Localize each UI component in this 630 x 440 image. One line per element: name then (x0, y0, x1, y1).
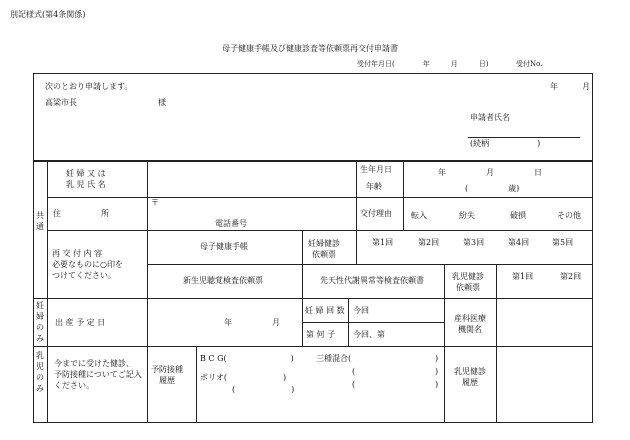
triple-vaccine-close: ) (435, 367, 439, 376)
triple-vaccine-field: 三種混合( (316, 354, 352, 363)
label-col-line (47, 161, 48, 423)
request-date: 年 月 (550, 82, 590, 91)
hearing-test-option[interactable]: 新生児聴覚検査依頼票 (183, 276, 263, 285)
col-line (356, 161, 357, 230)
col-line (403, 161, 404, 230)
polio-extra-field: ( ) (232, 385, 295, 394)
row-line (47, 197, 593, 198)
infant-round[interactable]: 第1回 (512, 272, 534, 281)
reason-option[interactable]: 転入 (411, 211, 427, 220)
facility-label: 産科医療 機関名 (454, 314, 486, 334)
form-number: 別記様式(第4条関係) (10, 10, 86, 19)
visits-label: 妊 婦 回 数 (305, 306, 345, 315)
request-intro: 次のとおり申請します。 (45, 82, 133, 91)
checkup-round[interactable]: 第4回 (508, 238, 530, 247)
section-line (33, 346, 593, 347)
addressee: 高梁市長 (45, 98, 77, 107)
due-date-value: 年 月 (224, 318, 280, 327)
checkup-round[interactable]: 第3回 (463, 238, 485, 247)
bcg-field: B C G( ) (200, 354, 294, 363)
checkup-round[interactable]: 第2回 (418, 238, 440, 247)
age-label: 年齢 (366, 182, 382, 191)
col-line (348, 298, 349, 346)
col-line (147, 161, 148, 423)
polio-field: ポリオ( ) (200, 373, 287, 382)
section-line (33, 298, 593, 299)
reason-option[interactable]: その他 (557, 211, 581, 220)
triple-vaccine-close: ) (435, 380, 439, 389)
row-line (302, 322, 444, 323)
reason-option[interactable]: 紛失 (459, 211, 475, 220)
metabolic-test-option[interactable]: 先天性代謝異常等検査依頼書 (320, 276, 424, 285)
vaccination-label: 予防接種 履歴 (151, 365, 183, 385)
name-label: 妊 婦 又 は 乳 児 氏 名 (66, 169, 106, 189)
honorific: 様 (158, 98, 166, 107)
col-line (302, 298, 303, 346)
child-number-value: 今回、第 (353, 330, 385, 339)
age-value: ( 歳) (465, 184, 520, 193)
postal-mark: 〒 (151, 198, 159, 207)
col-line (496, 264, 497, 298)
col-line (444, 264, 445, 298)
dob-value: 年 月 日 (438, 168, 542, 177)
infant-checkup-history-label: 乳児健診 履歴 (454, 367, 486, 387)
visits-value: 今回 (353, 306, 369, 315)
reason-option[interactable]: 破損 (510, 211, 526, 220)
address-label: 住 所 (53, 209, 109, 218)
col-line (444, 298, 445, 423)
infant-note: 今までに受けた健診、 予防接種についてご記入 ください。 (54, 359, 142, 390)
reason-label: 交付理由 (360, 209, 392, 218)
triple-vaccine-close: ) (435, 354, 439, 363)
infant-round[interactable]: 第2回 (560, 272, 582, 281)
reissue-label: 再 交 付 内 容 必要なものに○印を つけてください。 (52, 249, 123, 280)
dob-label: 生年月日 (360, 165, 392, 174)
triple-vaccine-open: ( (352, 367, 356, 376)
form-title: 母子健康手帳及び健康診査等依頼票再交付申請書 (222, 44, 398, 53)
phone-label: 電話番号 (215, 219, 247, 228)
infant-checkup-label: 乳児健診 依頼票 (452, 272, 484, 292)
infant-section-label: 乳 児 の み (36, 351, 44, 393)
row-line (47, 230, 593, 231)
col-line (356, 230, 357, 264)
handbook-option[interactable]: 母子健康手帳 (200, 242, 248, 251)
col-line (496, 298, 497, 423)
col-line (196, 346, 197, 423)
col-line (302, 230, 303, 298)
row-line (147, 264, 593, 265)
triple-vaccine-open: ( (352, 380, 356, 389)
checkup-round[interactable]: 第5回 (552, 238, 574, 247)
applicant-name-label: 申請者氏名 (470, 113, 510, 122)
common-section-label: 共 通 (36, 211, 44, 231)
received-number: 受付No. (516, 60, 543, 68)
relation-field: (続柄 ) (470, 139, 541, 148)
due-date-label: 出 産 予 定 日 (55, 318, 106, 327)
pregnant-section-label: 妊 婦 の み (36, 301, 44, 343)
child-number-label: 第 何 子 (306, 330, 336, 339)
checkup-label: 妊婦健診 依頼票 (308, 239, 340, 259)
received-date: 受付年月日( 年 月 日) (357, 60, 489, 68)
signature-line (468, 137, 580, 138)
checkup-round[interactable]: 第1回 (372, 238, 394, 247)
